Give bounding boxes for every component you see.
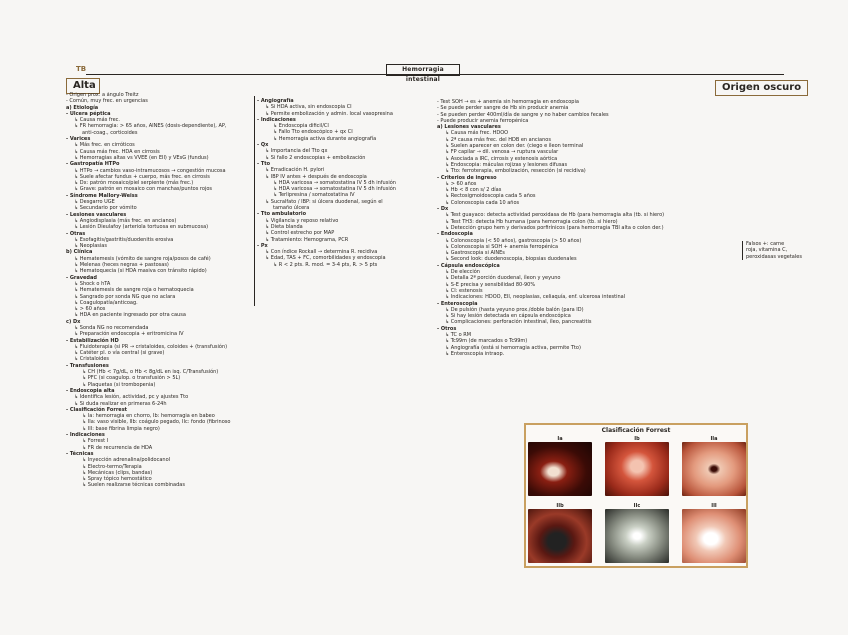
note-line: - Criterios de ingreso [437, 174, 497, 181]
note-line: ↳ 2ª causa más frec. del HDB en ancianos [437, 137, 742, 143]
note-line: ↳ FP capilar → dil. venosa → ruptura vascular [437, 149, 742, 155]
forrest-label-iib: IIb [556, 503, 564, 509]
note-line: - Cápsula endoscópica [437, 262, 500, 269]
note-line: ↳ De elección [437, 269, 742, 275]
note-line: ↳ Forrest I [82, 438, 109, 445]
note-line: - Se pueden perder 400ml/día de sangre y no haber cambios fecales [437, 111, 609, 118]
note-line: ↳ Causa más frec. HDOO [437, 130, 742, 136]
note-line: - Otras [66, 230, 86, 237]
note-line: ↳ Enteroscopia intraop. [437, 351, 742, 357]
endoscopy-image-ib [605, 442, 669, 496]
note-line: ↳ Erradicación H. pylori [257, 167, 435, 173]
forrest-label-ia: Ia [557, 436, 563, 442]
note-line: ↳ > 60 años [437, 181, 742, 187]
note-line: anti-coag., corticoides [82, 129, 138, 136]
note-line: ↳ Desgarro UGE [66, 199, 254, 205]
note-line: - Otros [437, 325, 457, 332]
note-line: ↳ Causa más frec. [66, 117, 254, 123]
note-line: ↳ Neoplasias [66, 243, 254, 249]
column-divider [254, 96, 255, 306]
tb-mark: TB [76, 65, 87, 73]
note-line: - Endoscopia alta [66, 387, 115, 394]
note-line: ↳ Más frec. en cirróticos [66, 142, 254, 148]
note-line: ↳ Si fallo 2 endoscopias + embolización [257, 155, 435, 161]
note-line: ↳ Tratamiento: Hemograma, PCR [257, 237, 435, 243]
note-line: - Varices [66, 136, 91, 143]
endoscopy-image-iia [682, 442, 746, 496]
note-line: ↳ Permite embolización y admin. local vasopresina [257, 111, 435, 117]
note-line: ↳ Sangrado por sonda NG que no aclara [66, 294, 254, 300]
endoscopy-image-iii [682, 509, 746, 563]
endoscopy-image-iic [605, 509, 669, 563]
forrest-classification-figure [524, 423, 748, 568]
note-line: ↳ Inyección adrenalina/polidocanol [82, 457, 171, 464]
note-line: ↳ Detección grupo hem y derivados porfirínicos (para hemorragia TBI alta o colon der.) [437, 225, 742, 231]
note-line: ↳ FR de recurrencia de HDA [82, 444, 153, 451]
page-title: Hemorragia intestinal [386, 64, 460, 76]
note-line: a) Etiología [66, 104, 99, 111]
brace-note-line: Falsos +: carne [746, 241, 785, 247]
note-line: ↳ Tto: ferroterapia, embolización, resección (si recidiva) [437, 168, 742, 174]
brace-note-line: roja, vitamina C, [746, 247, 788, 254]
note-line: ↳ Cristaloides [66, 356, 254, 362]
note-line: ↳ Endoscopia: máculas rojizas y lesiones difusas [437, 162, 742, 168]
note-line: ↳ PFC (si coagulop. o transfusión > 5L) [82, 375, 181, 382]
note-line: - Lesiones vasculares [66, 211, 127, 218]
note-line: ↳ Hematoquecia (si HDA masiva con tránsito rápido) [66, 268, 254, 274]
note-line: ↳ Dieta blanda [257, 224, 435, 230]
forrest-label-iia: IIa [710, 436, 718, 442]
note-line: ↳ HDA varicosa → somatostatina IV 5 dh infusión [273, 186, 396, 193]
note-line: ↳ CH (Hb < 7g/dL, o Hb < 8g/dL en isq. C/Transfusión) [82, 369, 219, 376]
note-line: ↳ Control estrecho por MAP [257, 230, 435, 236]
note-line: ↳ Suele afectar fundus + cuerpo, más frec. en cirrosis [66, 174, 254, 180]
note-line: ↳ Grave: patrón en mosaico con manchas/puntos rojos [66, 186, 254, 192]
note-line: - Gastropatía HTPo [66, 161, 120, 168]
false-positives-note [742, 241, 806, 260]
note-line: ↳ Importancia del Tto qx [257, 148, 435, 154]
note-line: ↳ Colonoscopia cada 10 años [437, 200, 742, 206]
note-line: ↳ Hematemesis de sangre roja o hematoquecia [66, 287, 254, 293]
forrest-label-iic: IIc [633, 503, 641, 509]
note-line: ↳ Colonoscopia (< 50 años), gastroscopia (> 50 años) [437, 238, 742, 244]
note-line: ↳ CI: estenosis [437, 288, 742, 294]
note-line: ↳ Test TH3: detecta Hb humana (para hemorragia colon (tb. si hiero) [437, 219, 742, 225]
brace-note-line: peroxidasas vegetales [746, 253, 802, 260]
note-line: ↳ Suelen aparecer en colon der. (ciego e íleon terminal [437, 143, 742, 149]
note-line: ↳ Shock o hTA [66, 281, 254, 287]
note-line: ↳ Identifica lesión, actividad, pc y ajustes Tto [66, 394, 254, 400]
note-line: ↳ Lesión Dieulafoy (arteriola tortuosa en submucosa) [66, 224, 254, 230]
note-line: ↳ Vigilancia y reposo relativo [257, 218, 435, 224]
note-line: tamaño úlcera [273, 205, 310, 212]
note-line: ↳ III: base fibrina limpia negro) [82, 425, 160, 432]
note-line: - Síndrome Mallory-Weiss [66, 192, 138, 199]
note-line: ↳ Hemorragias altas vs VVEE (en EII) y VEsG (fundus) [66, 155, 254, 161]
note-line: ↳ IBP IV antes + después de endoscopia [257, 174, 435, 180]
note-line: ↳ Terlipresina / somatostatina IV [273, 192, 355, 199]
middle-notes-column [257, 98, 435, 303]
note-line: - Test SOH → es + anemia sin hemorragia en endoscopia [437, 99, 579, 105]
note-line: ↳ Angiografía (está si hemorragia activa, permite Tto) [437, 345, 742, 351]
note-line: ↳ FR hemorragia: > 65 años, AINES (dosis-dependiente), AP, [66, 123, 254, 129]
note-line: ↳ HTPo → cambios vaso-intramucosos → congestión mucosa [66, 168, 254, 174]
note-line: - Puede producir anemia ferropénica [437, 117, 529, 124]
note-line: - Se puede perder sangre de Hb sin producir anemia [437, 105, 569, 112]
section-tag-alta: Alta [66, 78, 100, 94]
note-line: a) Lesiones vasculares [437, 124, 501, 131]
note-line: ↳ Hematemesis (vómito de sangre roja/posos de café) [66, 256, 254, 262]
note-line: c) Dx [66, 318, 81, 325]
note-line: ↳ Second look: duodenoscopia, biopsias duodenales [437, 256, 742, 262]
right-notes-column [437, 99, 742, 429]
note-line: - Enteroscopia [437, 300, 478, 307]
note-line: ↳ Preparación endoscopia + eritromicina IV [66, 331, 254, 337]
note-line: ↳ Hb < 8 con s/ 2 días [437, 187, 742, 193]
note-line: ↳ Catéter pl. o vía central (si grave) [66, 350, 254, 356]
note-line: - Estabilización HD [66, 337, 119, 344]
note-line: ↳ Con índice Rockall → determina R. recidiva [257, 249, 435, 255]
note-line: ↳ Rectosigmoidoscopia cada 5 años [437, 193, 742, 199]
note-line: - Px [257, 242, 268, 249]
note-line: ↳ Endoscopia dificil/CI [273, 123, 329, 130]
endoscopy-image-ia [528, 442, 592, 496]
note-line: ↳ R < 2 pts. R. mod. = 3-4 pts, R. > 5 pts [273, 261, 378, 268]
forrest-label-ib: Ib [634, 436, 640, 442]
note-line: - Dx [437, 206, 449, 213]
note-line: - Indicaciones [66, 432, 105, 439]
note-line: ↳ Complicaciones: perforación intestinal, íleo, pancreatitis [437, 319, 742, 325]
forrest-label-iii: III [711, 503, 717, 509]
note-line: ↳ Si hay lesión detectada en cápsula endoscópica [437, 313, 742, 319]
note-line: ↳ Plaquetas (si trombopenia) [82, 381, 156, 388]
note-line: - Ulcera péptica [66, 110, 111, 117]
note-line: ↳ Indicaciones: HDOO, EII, neoplasias, celiaquía, enf. ulcerosa intestinal [437, 294, 742, 300]
note-line: ↳ De pulsión (hasta yeyuno prox./doble balón (para ID) [437, 307, 742, 313]
note-line: - Común, muy frec. en urgencias [66, 98, 148, 105]
note-line: - Gravedad [66, 274, 97, 281]
note-line: ↳ Detalla 2ª porción duodenal, íleon y yeyuno [437, 275, 742, 281]
note-line: ↳ HDA varicosa → somatostatina IV 5 dh infusión [273, 179, 396, 186]
note-line: ↳ Si HDA activa, sin endoscopia CI [257, 104, 435, 110]
note-line: ↳ Coagulopatía/anticoag. [66, 300, 254, 306]
note-line: - Indicaciones [257, 116, 296, 123]
note-line: ↳ Esofagitis/gastritis/duodenitis erosiva [66, 237, 254, 243]
forrest-title: Clasificación Forrest [601, 427, 671, 434]
note-line: ↳ Test guayaco: detecta actividad peroxidasa de Hb (para hemorragia alta (tb. si hiero) [437, 212, 742, 218]
note-line: ↳ Electro-termo/Terapia [82, 463, 142, 470]
note-line: ↳ Si duda realizar en primeras 6-24h [66, 401, 254, 407]
note-line: - Tto [257, 160, 271, 167]
note-line: - Qx [257, 142, 269, 149]
note-line: ↳ Hemorragia activa durante angiografía [273, 135, 377, 142]
note-line: ↳ S-E precisa y sensibilidad 80-90% [437, 282, 742, 288]
note-line: ↳ Dx: patrón mosaico/piel serpiente (más frec.) [66, 180, 254, 186]
note-line: ↳ Mecánicas (clips, bandas) [82, 469, 153, 476]
note-line: - Técnicas [66, 450, 94, 457]
note-line: ↳ Fluidoterapia (si PR → cristaloides, coloides + (transfusión) [66, 344, 254, 350]
endoscopy-image-iib [528, 509, 592, 563]
note-line: ↳ Suelen realizarse técnicas combinadas [82, 482, 185, 489]
note-line: ↳ Colonoscopia si SOH + anemia ferropénica [437, 244, 742, 250]
note-line: - Angiografía [257, 98, 294, 104]
note-line: ↳ Spray tópico hemostático [82, 476, 152, 483]
header-divider [86, 74, 784, 75]
note-line: ↳ Edad, TAS + FC, comorbilidades y endoscopia [257, 255, 435, 261]
note-line: ↳ Angiodisplasia (más frec. en ancianos) [66, 218, 254, 224]
note-line: ↳ TC o RM [437, 332, 742, 338]
note-line: ↳ Ia: hemorragia en chorro, Ib: hemorragia en babeo [82, 413, 215, 420]
left-notes-column [66, 92, 254, 572]
note-line: b) Clínica [66, 249, 93, 256]
note-line: ↳ Tc99m (de marcados o Tc99m) [437, 338, 742, 344]
note-line: ↳ Causa más frec. HDA en cirrosis [66, 149, 254, 155]
section-tag-origen-oscuro: Origen oscuro [715, 80, 808, 96]
note-line: ↳ Sucralfato / IBP: si úlcera duodenal, según el [257, 199, 435, 205]
note-line: ↳ IIa: vaso visible, IIb: coágulo pegado, IIc: fondo (fibrinoso [82, 419, 231, 426]
note-line: ↳ Melenas (heces negras + pastosas) [66, 262, 254, 268]
note-line: ↳ Sonda NG no recomendada [66, 325, 254, 331]
note-line: ↳ Gastroscopia si AINEs [437, 250, 742, 256]
note-line: - Origen prox. a ángulo Treitz [66, 92, 139, 98]
note-line: ↳ Secundario por vómito [66, 205, 254, 211]
note-line: ↳ Fallo Tto endoscópico + qx CI [273, 129, 353, 136]
note-line: - Clasificación Forrest [66, 406, 128, 413]
note-line: ↳ HDA en paciente ingresado por otra causa [66, 312, 254, 318]
note-line: ↳ Asociada a IRC, cirrosis y estenosis aórtica [437, 156, 742, 162]
note-line: - Tto ambulatorio [257, 211, 307, 218]
note-line: - Endoscopia [437, 231, 473, 238]
note-line: ↳ > 60 años [66, 306, 254, 312]
note-line: - Transfusiones [66, 362, 109, 369]
